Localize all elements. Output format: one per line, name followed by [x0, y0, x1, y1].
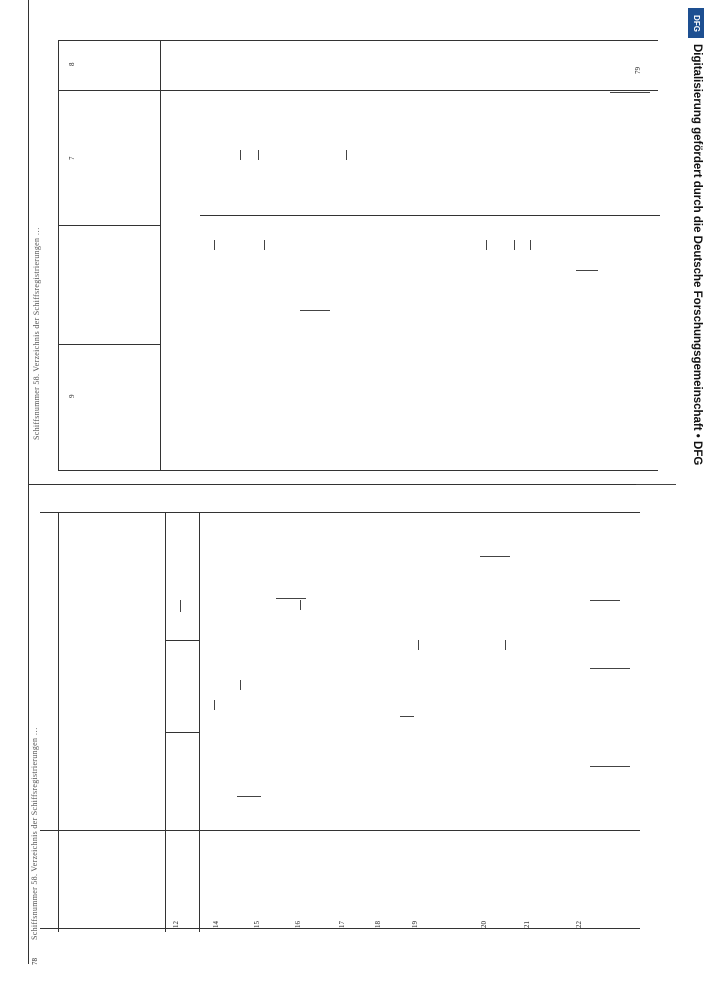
column-number: 9 [68, 394, 76, 398]
left-page-edge [28, 484, 29, 964]
cell-dash [576, 270, 598, 271]
row-number: 15 [253, 921, 261, 928]
row-number: 20 [480, 921, 488, 928]
cell-tick [264, 240, 265, 250]
left-table-rule [40, 830, 640, 831]
right-table-rule [58, 40, 59, 470]
cell-tick [240, 150, 241, 160]
right-table-rule [58, 40, 658, 41]
right-table-rule [58, 225, 160, 226]
cell-tick [486, 240, 487, 250]
column-number: 7 [68, 156, 76, 160]
row-number: 14 [212, 921, 220, 928]
left-page-border [28, 484, 664, 485]
cell-dash [590, 766, 630, 767]
dfg-logo-icon: DFG [688, 8, 704, 38]
cell-dash [276, 598, 306, 599]
cell-tick [240, 680, 241, 690]
cell-tick [300, 600, 301, 610]
cell-dash [400, 716, 414, 717]
cell-tick [214, 240, 215, 250]
left-table-rule [199, 512, 200, 932]
right-table-rule [160, 40, 161, 470]
left-table-rule [40, 512, 640, 513]
row-number: 22 [575, 921, 583, 928]
right-table-rule [200, 215, 660, 216]
dfg-watermark-text: Digitalisierung gefördert durch die Deutsche Forschungsgemeinschaft • DFG [691, 44, 703, 466]
left-table-rule [165, 512, 166, 932]
left-page-header: Schiffsnummer 58. Verzeichnis der Schiffsregistrierungen … [30, 727, 39, 940]
cell-dash [237, 796, 261, 797]
cell-dash [636, 484, 676, 485]
cell-dash [590, 600, 620, 601]
column-number: 8 [68, 62, 76, 66]
row-number: 12 [172, 921, 180, 928]
row-number: 19 [411, 921, 419, 928]
cell-tick [214, 700, 215, 710]
cell-dash [590, 668, 630, 669]
right-page-edge [28, 0, 29, 484]
right-table-rule [58, 344, 160, 345]
row-number: 21 [523, 921, 531, 928]
left-table-rule [58, 512, 59, 932]
left-table-rule [165, 640, 199, 641]
left-page-number: 78 [31, 958, 39, 965]
right-table-rule [58, 470, 658, 471]
cell-tick [514, 240, 515, 250]
right-table-rule [58, 90, 658, 91]
cell-dash [610, 92, 650, 93]
cell-tick [180, 600, 181, 612]
cell-tick [258, 150, 259, 160]
cell-tick [530, 240, 531, 250]
row-number: 17 [338, 921, 346, 928]
cell-tick [418, 640, 419, 650]
row-number: 16 [294, 921, 302, 928]
left-table-rule [40, 928, 640, 929]
cell-dash [300, 310, 330, 311]
dfg-watermark-band [685, 0, 707, 1000]
left-table-rule [165, 732, 199, 733]
cell-tick [346, 150, 347, 160]
cell-dash [480, 556, 510, 557]
cell-tick [505, 640, 506, 650]
row-number: 18 [374, 921, 382, 928]
right-page-number: 79 [634, 67, 642, 74]
right-page-header: Schiffsnummer 58. Verzeichnis der Schiffsregistrierungen … [32, 227, 41, 440]
